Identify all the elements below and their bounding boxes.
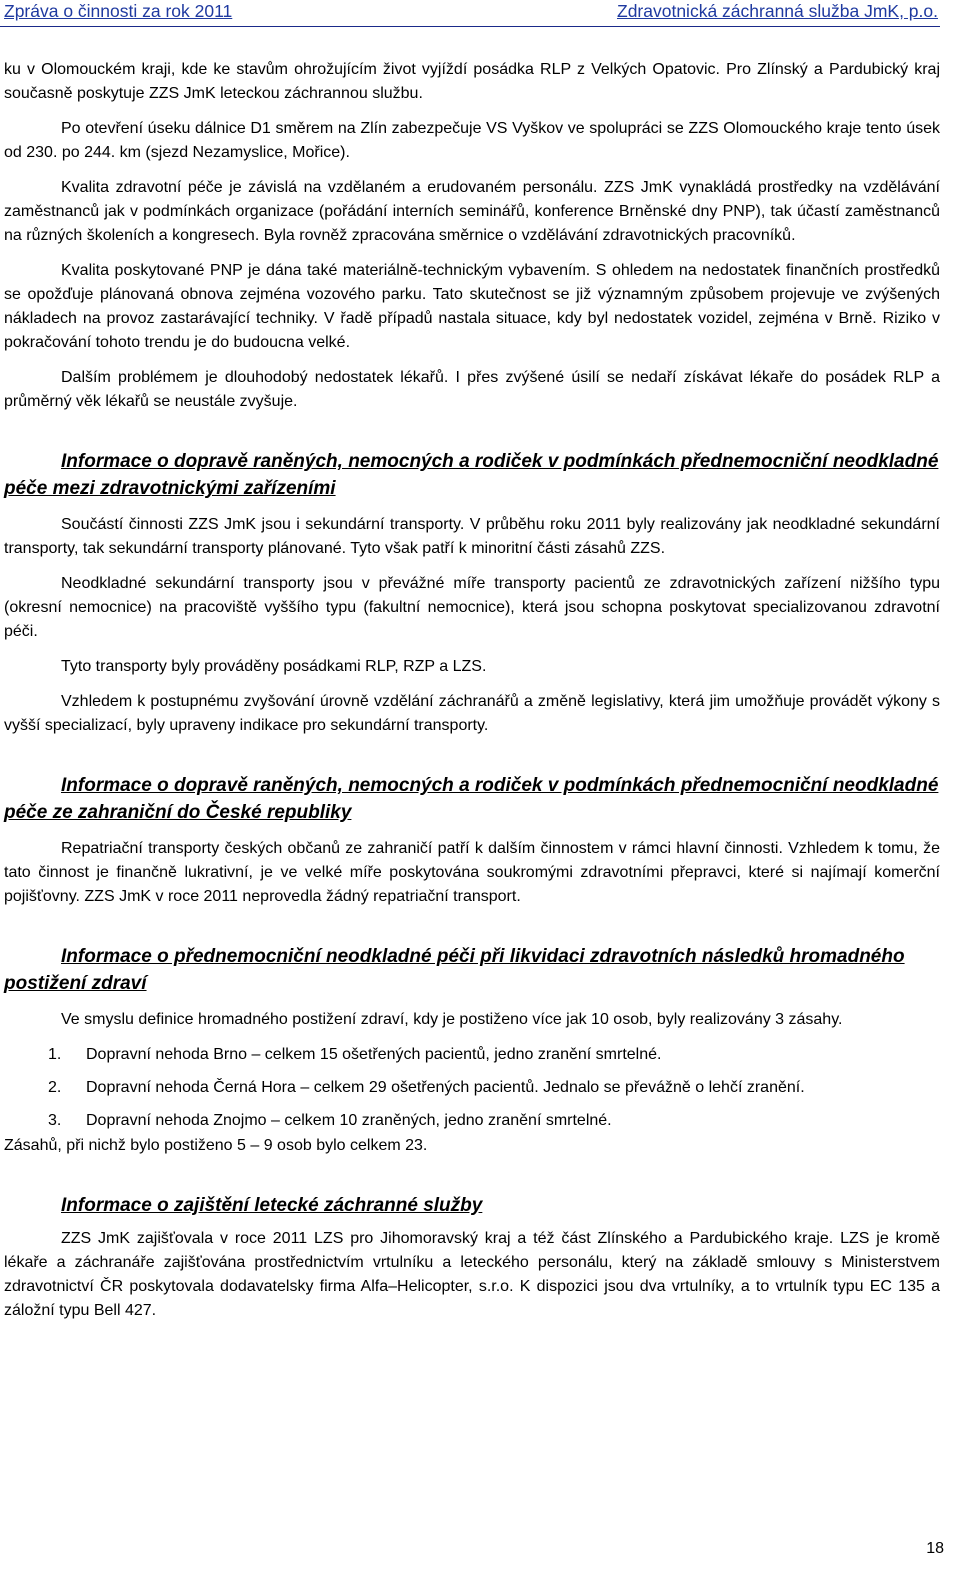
page-header (0, 0, 940, 27)
paragraph: Tyto transporty byly prováděny posádkami RLP, RZP a LZS. (61, 658, 487, 675)
paragraph: Po otevření úseku dálnice D1 směrem na Zlín zabezpečuje VS Vyškov ve spolupráci se ZZS Olomouckého kraje tento úsek od 230. po 244. km (sjezd Nezamyslice, Mořice). (4, 120, 940, 161)
paragraph: Součástí činnosti ZZS JmK jsou i sekundární transporty. V průběhu roku 2011 byly realizovány jak neodkladné sekundární transporty, tak sekundární transporty plánované. Tyto však patří k minoritní části zásahů ZZS. (4, 516, 940, 557)
header-organization: Zdravotnická záchranná služba JmK, p.o. (617, 1, 938, 21)
paragraph: Ve smyslu definice hromadného postižení zdraví, kdy je postiženo více jak 10 osob, byly realizovány 3 zásahy. (61, 1011, 843, 1028)
page-number: 18 (926, 1540, 944, 1557)
section-heading-mass-casualty: Informace o přednemocniční neodkladné péči při likvidaci zdravotních následků hromadného postižení zdraví (4, 946, 905, 994)
list-item: 2. Dopravní nehoda Černá Hora – celkem 29 ošetřených pacientů. Jednalo se převážně o lehčí zranění. (48, 1079, 805, 1096)
section-heading-air-rescue: Informace o zajištění letecké záchranné služby (61, 1195, 483, 1216)
paragraph: Neodkladné sekundární transporty jsou v převážné míře transporty pacientů ze zdravotnických zařízení nižšího typu (okresní nemocnice) na pracoviště vyššího typu (fakultní nemocnice), která jsou schopna poskytovat specializovanou zdravotní péči. (4, 575, 940, 640)
paragraph: Vzhledem k postupnému zvyšování úrovně vzdělání záchranářů a změně legislativy, která jim umožňuje provádět výkony s vyšší specializací, byly upraveny indikace pro sekundární transporty. (4, 693, 940, 734)
incident-list (4, 1043, 940, 1133)
paragraph: Dalším problémem je dlouhodobý nedostatek lékařů. I přes zvýšené úsilí se nedaří získávat lékaře do posádek RLP a průměrný věk lékařů se neustále zvyšuje. (4, 369, 940, 410)
section-heading-transport-from-abroad: Informace o dopravě raněných, nemocných a rodiček v podmínkách přednemocniční neodkladné péče ze zahraniční do České republiky (4, 775, 939, 823)
header-report-title: Zpráva o činnosti za rok 2011 (4, 1, 233, 21)
paragraph: Zásahů, při nichž bylo postiženo 5 – 9 osob bylo celkem 23. (4, 1137, 428, 1154)
paragraph: ku v Olomouckém kraji, kde ke stavům ohrožujícím život vyjíždí posádka RLP z Velkých Opatovic. Pro Zlínský a Pardubický kraj současně poskytuje ZZS JmK leteckou záchrannou službu. (4, 61, 940, 102)
document-body (4, 58, 940, 1334)
paragraph: Repatriační transporty českých občanů ze zahraničí patří k dalším činnostem v rámci hlavní činnosti. Vzhledem k tomu, že tato činnost je finančně lukrativní, je ve velké míře poskytována soukromými zdravotními přepravci, které si najímají komerční pojišťovny. ZZS JmK v roce 2011 neprovedla žádný repatriační transport. (4, 840, 940, 905)
paragraph: Kvalita zdravotní péče je závislá na vzdělaném a erudovaném personálu. ZZS JmK vynakládá prostředky na vzdělávání zaměstnanců jak v podmínkách organizace (pořádání interních seminářů, konference Brněnské dny PNP), tak účastí zaměstnanců na různých školeních a kongresech. Byla rovněž zpracována směrnice o vzdělávání zdravotnických pracovníků. (4, 179, 940, 244)
list-item: 1. Dopravní nehoda Brno – celkem 15 ošetřených pacientů, jedno zranění smrtelné. (48, 1046, 662, 1063)
paragraph: ZZS JmK zajišťovala v roce 2011 LZS pro Jihomoravský kraj a též část Zlínského a Pardubického kraje. LZS je kromě lékaře a záchranáře zajišťována prostřednictvím vrtulníku a leteckého personálu, který na základě smlouvy s Ministerstvem zdravotnictví ČR poskytovala dodavatelsky firma Alfa–Helicopter, s.r.o. K dispozici jsou dva vrtulníky, a to vrtulník typu EC 135 a záložní typu Bell 427. (4, 1230, 940, 1319)
paragraph: Kvalita poskytované PNP je dána také materiálně-technickým vybavením. S ohledem na nedostatek finančních prostředků se opožďuje plánovaná obnova zejména vozového parku. Tato skutečnost se již významným způsobem projevuje ve zvýšených nákladech na provoz zastarávající techniky. V řadě případů nastala situace, kdy byl nedostatek vozidel, zejména v Brně. Riziko v pokračování tohoto trendu je do budoucna velké. (4, 262, 940, 351)
section-heading-transport-between-facilities: Informace o dopravě raněných, nemocných a rodiček v podmínkách přednemocniční neodkladné péče mezi zdravotnickými zařízeními (4, 451, 939, 499)
list-item: 3. Dopravní nehoda Znojmo – celkem 10 zraněných, jedno zranění smrtelné. (48, 1112, 612, 1129)
